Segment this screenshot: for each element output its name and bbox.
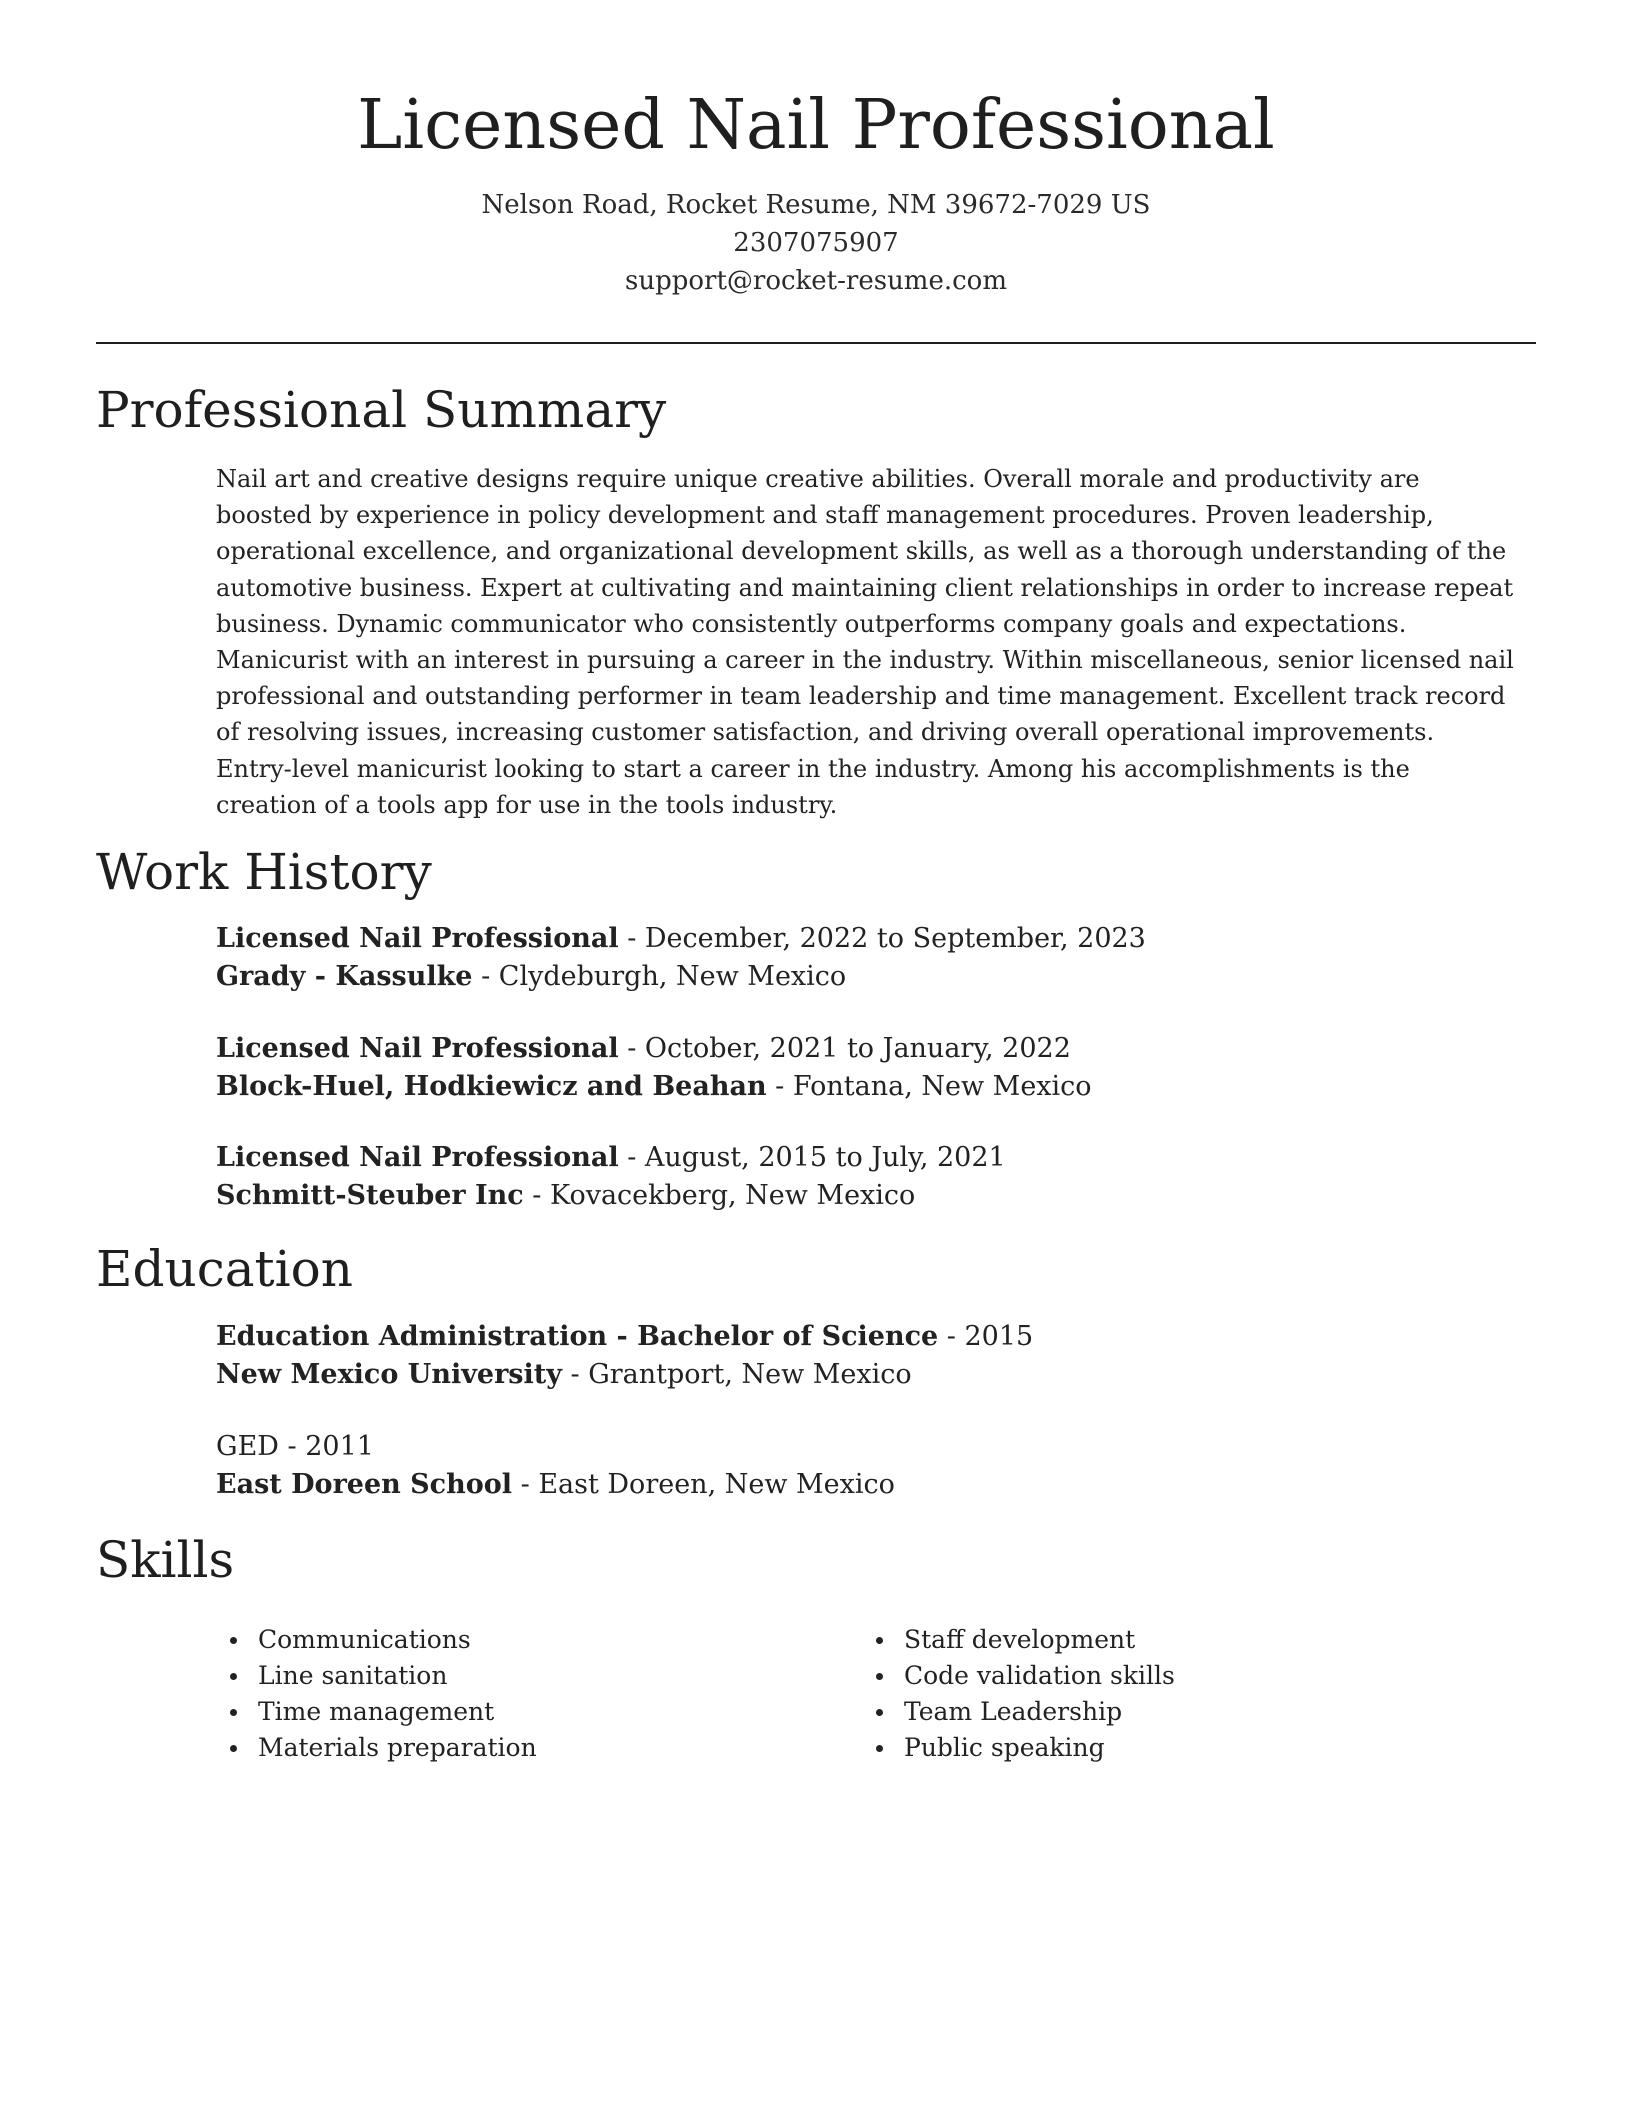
job-role: Licensed Nail Professional (216, 1033, 619, 1064)
company-name: Grady - Kassulke (216, 961, 473, 992)
company-location: - Kovacekberg, New Mexico (523, 1180, 916, 1211)
skill-item (214, 1730, 537, 1766)
graduation-year: - 2015 (938, 1321, 1034, 1352)
work-entry-company-line (216, 1177, 1516, 1215)
work-entry-title-line (216, 920, 1516, 958)
job-dates: - December, 2022 to September, 2023 (618, 923, 1146, 954)
degree-name: GED (216, 1431, 279, 1462)
skill-item (214, 1622, 537, 1658)
work-entry (216, 920, 1516, 996)
school-name: New Mexico University (216, 1359, 562, 1390)
resume-header (96, 80, 1536, 300)
bullet-icon (230, 1637, 237, 1644)
skill-item (860, 1730, 1175, 1766)
skill-item (860, 1622, 1175, 1658)
education-heading: Education (96, 1240, 353, 1298)
school-location: - East Doreen, New Mexico (512, 1469, 895, 1500)
work-entry-company-line (216, 1068, 1516, 1106)
skills-list-left (214, 1622, 537, 1766)
work-history-heading: Work History (96, 843, 432, 901)
company-location: - Fontana, New Mexico (766, 1071, 1092, 1102)
skill-label: Team Leadership (904, 1697, 1123, 1726)
education-entry-school-line (216, 1466, 1516, 1504)
email-address: support@rocket-resume.com (624, 266, 1007, 296)
school-location: - Grantport, New Mexico (561, 1359, 912, 1390)
skill-item (860, 1658, 1175, 1694)
bullet-icon (876, 1637, 883, 1644)
work-entry-title-line (216, 1139, 1516, 1177)
education-entry-degree-line (216, 1428, 1516, 1466)
company-name: Block-Huel, Hodkiewicz and Beahan (216, 1071, 767, 1102)
candidate-name: Licensed Nail Professional (357, 86, 1275, 165)
education-entry-degree-line (216, 1318, 1516, 1356)
job-dates: - August, 2015 to July, 2021 (618, 1142, 1006, 1173)
skill-label: Line sanitation (258, 1661, 448, 1690)
header-divider (96, 342, 1536, 344)
skill-label: Time management (258, 1697, 495, 1726)
bullet-icon (876, 1709, 883, 1716)
work-entry-title-line (216, 1030, 1516, 1068)
work-entry (216, 1139, 1516, 1215)
skill-item (860, 1694, 1175, 1730)
work-entry (216, 1030, 1516, 1106)
bullet-icon (230, 1673, 237, 1680)
work-entry-company-line (216, 958, 1516, 996)
bullet-icon (876, 1745, 883, 1752)
bullet-icon (230, 1709, 237, 1716)
skill-item (214, 1658, 537, 1694)
company-location: - Clydeburgh, New Mexico (472, 961, 847, 992)
education-entry (216, 1318, 1516, 1394)
skill-label: Public speaking (904, 1733, 1105, 1762)
bullet-icon (230, 1745, 237, 1752)
job-role: Licensed Nail Professional (216, 923, 619, 954)
skills-heading: Skills (96, 1531, 235, 1589)
skill-item (214, 1694, 537, 1730)
skill-label: Staff development (904, 1625, 1136, 1654)
summary-heading: Professional Summary (96, 381, 667, 439)
skills-list-right (860, 1622, 1175, 1766)
job-role: Licensed Nail Professional (216, 1142, 619, 1173)
education-entry-school-line (216, 1356, 1516, 1394)
job-dates: - October, 2021 to January, 2022 (618, 1033, 1071, 1064)
school-name: East Doreen School (216, 1469, 513, 1500)
skill-label: Communications (258, 1625, 471, 1654)
bullet-icon (876, 1673, 883, 1680)
skill-label: Code validation skills (904, 1661, 1175, 1690)
summary-text: Nail art and creative designs require unique creative abilities. Overall morale and productivity are boosted by experience in policy development and staff management procedures. Proven leadership, operational excellence, and organizational development skills, as well as a thorough understanding of the automotive business. Expert at cultivating and maintaining client relationships in order to increase repeat business. Dynamic communicator who consistently outperforms company goals and expectations. Manicurist with an interest in pursuing a career in the industry. Within miscellaneous, senior licensed nail professional and outstanding performer in team leadership and time management. Excellent track record of resolving issues, increasing customer satisfaction, and driving overall operational improvements. Entry-level manicurist looking to start a career in the industry. Among his accomplishments is the creation of a tools app for use in the tools industry. (216, 465, 1514, 819)
address-line: Nelson Road, Rocket Resume, NM 39672-7029 US (481, 190, 1151, 220)
degree-name: Education Administration - Bachelor of Science (216, 1321, 939, 1352)
company-name: Schmitt-Steuber Inc (216, 1180, 524, 1211)
phone-number: 2307075907 (733, 228, 899, 258)
skill-label: Materials preparation (258, 1733, 537, 1762)
graduation-year: - 2011 (278, 1431, 374, 1462)
education-entry (216, 1428, 1516, 1504)
